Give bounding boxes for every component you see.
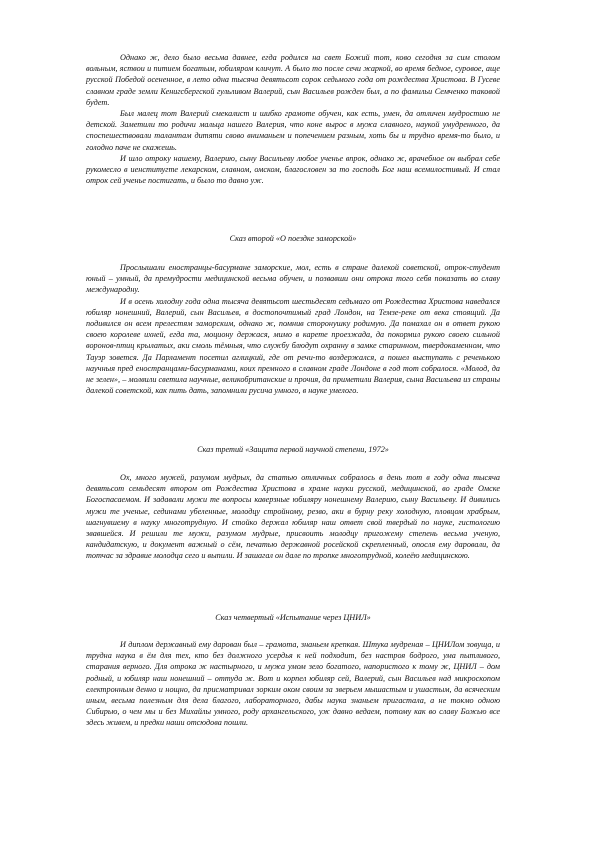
tale3-paragraph-1: Ох, много мужей, разумом мудрых, да статью отличных собралось в день тот в году одна тысяча девятьсот семьдесят втором от Рождества Христова в храме науки русской, медицинской, во граде Омске Богоспасаемом. И задавали мужи те вопросы каверзные юбиляру нонешнему Валерию, сыну Васильеву. И дивились мужи те ученые, сединами убеленные, молодцу стройному, резво, аки в бурну реку холодную, пловцом храбрым, шагнувшему в науку многотрудную. И стойко держал юбиляр наш ответ свой твердый по науке, гистологию звавшейся. И решили те мужи, разумом мудрые, присвоить молодцу пригожему степень весьма ученую, кандидатскую, и документ важный о сём, печатью державной росейской скрепленный, опосля ему даровали, да тотчас за здравие молодца сего и выпили. И зашагал он дале по тропке многотрудной, колеёю медицинскою.	[86, 473, 500, 561]
tale2-paragraph-2: И в осень холодну года одна тысяча девятьсот шестьдесят седьмаго от Рождества Христова наведался юбиляр нонешний, Валерий, сын Васильев, в достопочтимый град Лондон, на Темзе-реке от века стоящий. Да подивился он всем прелестям заморским, однако ж, помнив сторонушку родимую. Да помахал он в ответ рукою своею королеве ихней, егда та, моциону держася, мимо в карете проезжада, да покормил рукою своею сильной воронов-птиц крылатых, аки смоль тёмныя, что службу блюдут охранну в замке старинном, твердокаменном, что Тауэр зовется. Да Парламент посетил аглицкий, где от речи-то воздержался, а пошел выступать с реченькою научныя пред еностранцами-басурманами, коих премного в славном граде Лондоне в год тот собралося. «Молод, да не зелен», – молвили светила научные, великобританские и прочия, да приметили Валерия, сына Васильева из страны далекой советской, как пить дать, запомнили русича умного, в науке умелого.	[86, 296, 500, 396]
intro-paragraph-3: И шло отроку нашему, Валерию, сыну Васильеву любое ученье впрок, однако ж, врачебное он выбрал себе рукомесло в иенститугте лекарском, славном, омском, благословен за то господь Бог наш всемилостивый. И стал отрок сей ученье постигать, и было то давно уж.	[86, 153, 500, 186]
intro-section	[86, 52, 500, 186]
tale2-title: Сказ второй «О поездке заморской»	[229, 234, 357, 243]
tale4-paragraph-1: И диплом державный ему дарован был – грамота, знаньем крепкая. Штука мудреная – ЦНИЛом зовуща, и трудна наука в ём для тех, кто без должного усердья к ней подходит, без настроя бодрого, ума пытливого, старания верного. Для отрока ж настырного, и мужа умом зело богатого, напористого к тому ж, ЦНИЛ – дом родный, и юбиляр наш нонешний – оттуда ж. Вот и корпел юбиляр сей, Валерий, сын Васильев над микроскопом електронным денно и нощно, да присматривал зорким оком своим за зверьем мышастым и ушастым, да всяческим иным, весьма полезным для дела благого, лабораторного, дабы наука знаньем пригасталa, а не токмо одною Сибирью, о чем мы и без Михайлы умного, роду архангельского, уж давно ведаем, потому как во славу Божью все здесь живем, и предки наши отсюдова пошли.	[86, 640, 500, 728]
intro-paragraph-1: Однако ж, дело было весьма давнее, егда родился на свет Божий тот, ково сегодня за сим столом вольным, яствои и питием богатым, юбиляром кличут. А было то после сечи жаркой, во время бедное, суровое, аще русской Победой осененное, в лето одна тысяча девятьсот сорок седьмого года от рождества Христова. В Гусеве славном граде земли Кенигсбергской гульливом Валерий, сын Васильев рожден был, а по фамильи Семченко таковой будет.	[86, 53, 500, 107]
tale3-section	[86, 472, 500, 562]
tale4-title: Сказ четвертый «Испытание через ЦНИЛ»	[215, 613, 371, 622]
tale4-section	[86, 639, 500, 729]
intro-paragraph-2: Был малец тот Валерий смекалист и шибко грамоте обучен, как есть, умен, да отличен мудростию не детской. Заметили то родичи мальца нашего Валерия, что коне вырос в мужа славного, наукой умудренного, да споспешествовали талантам дитяти свово вниманьем и попечением разным, хоть бы и трудно время-то было, и голодно паче не скажешь.	[86, 109, 500, 152]
tale2-paragraph-1: Прослышали еностранцы-басурмане заморские, мол, есть в стране далекой советской, отрок-студент юный – умный, да премудрости медицинской весьма обучен, и позвавши они отрока того себя показать во славу международну.	[86, 263, 500, 295]
tale3-title: Сказ третий «Защита первой научной степени, 1972»	[197, 445, 389, 454]
tale2-section	[86, 262, 500, 396]
